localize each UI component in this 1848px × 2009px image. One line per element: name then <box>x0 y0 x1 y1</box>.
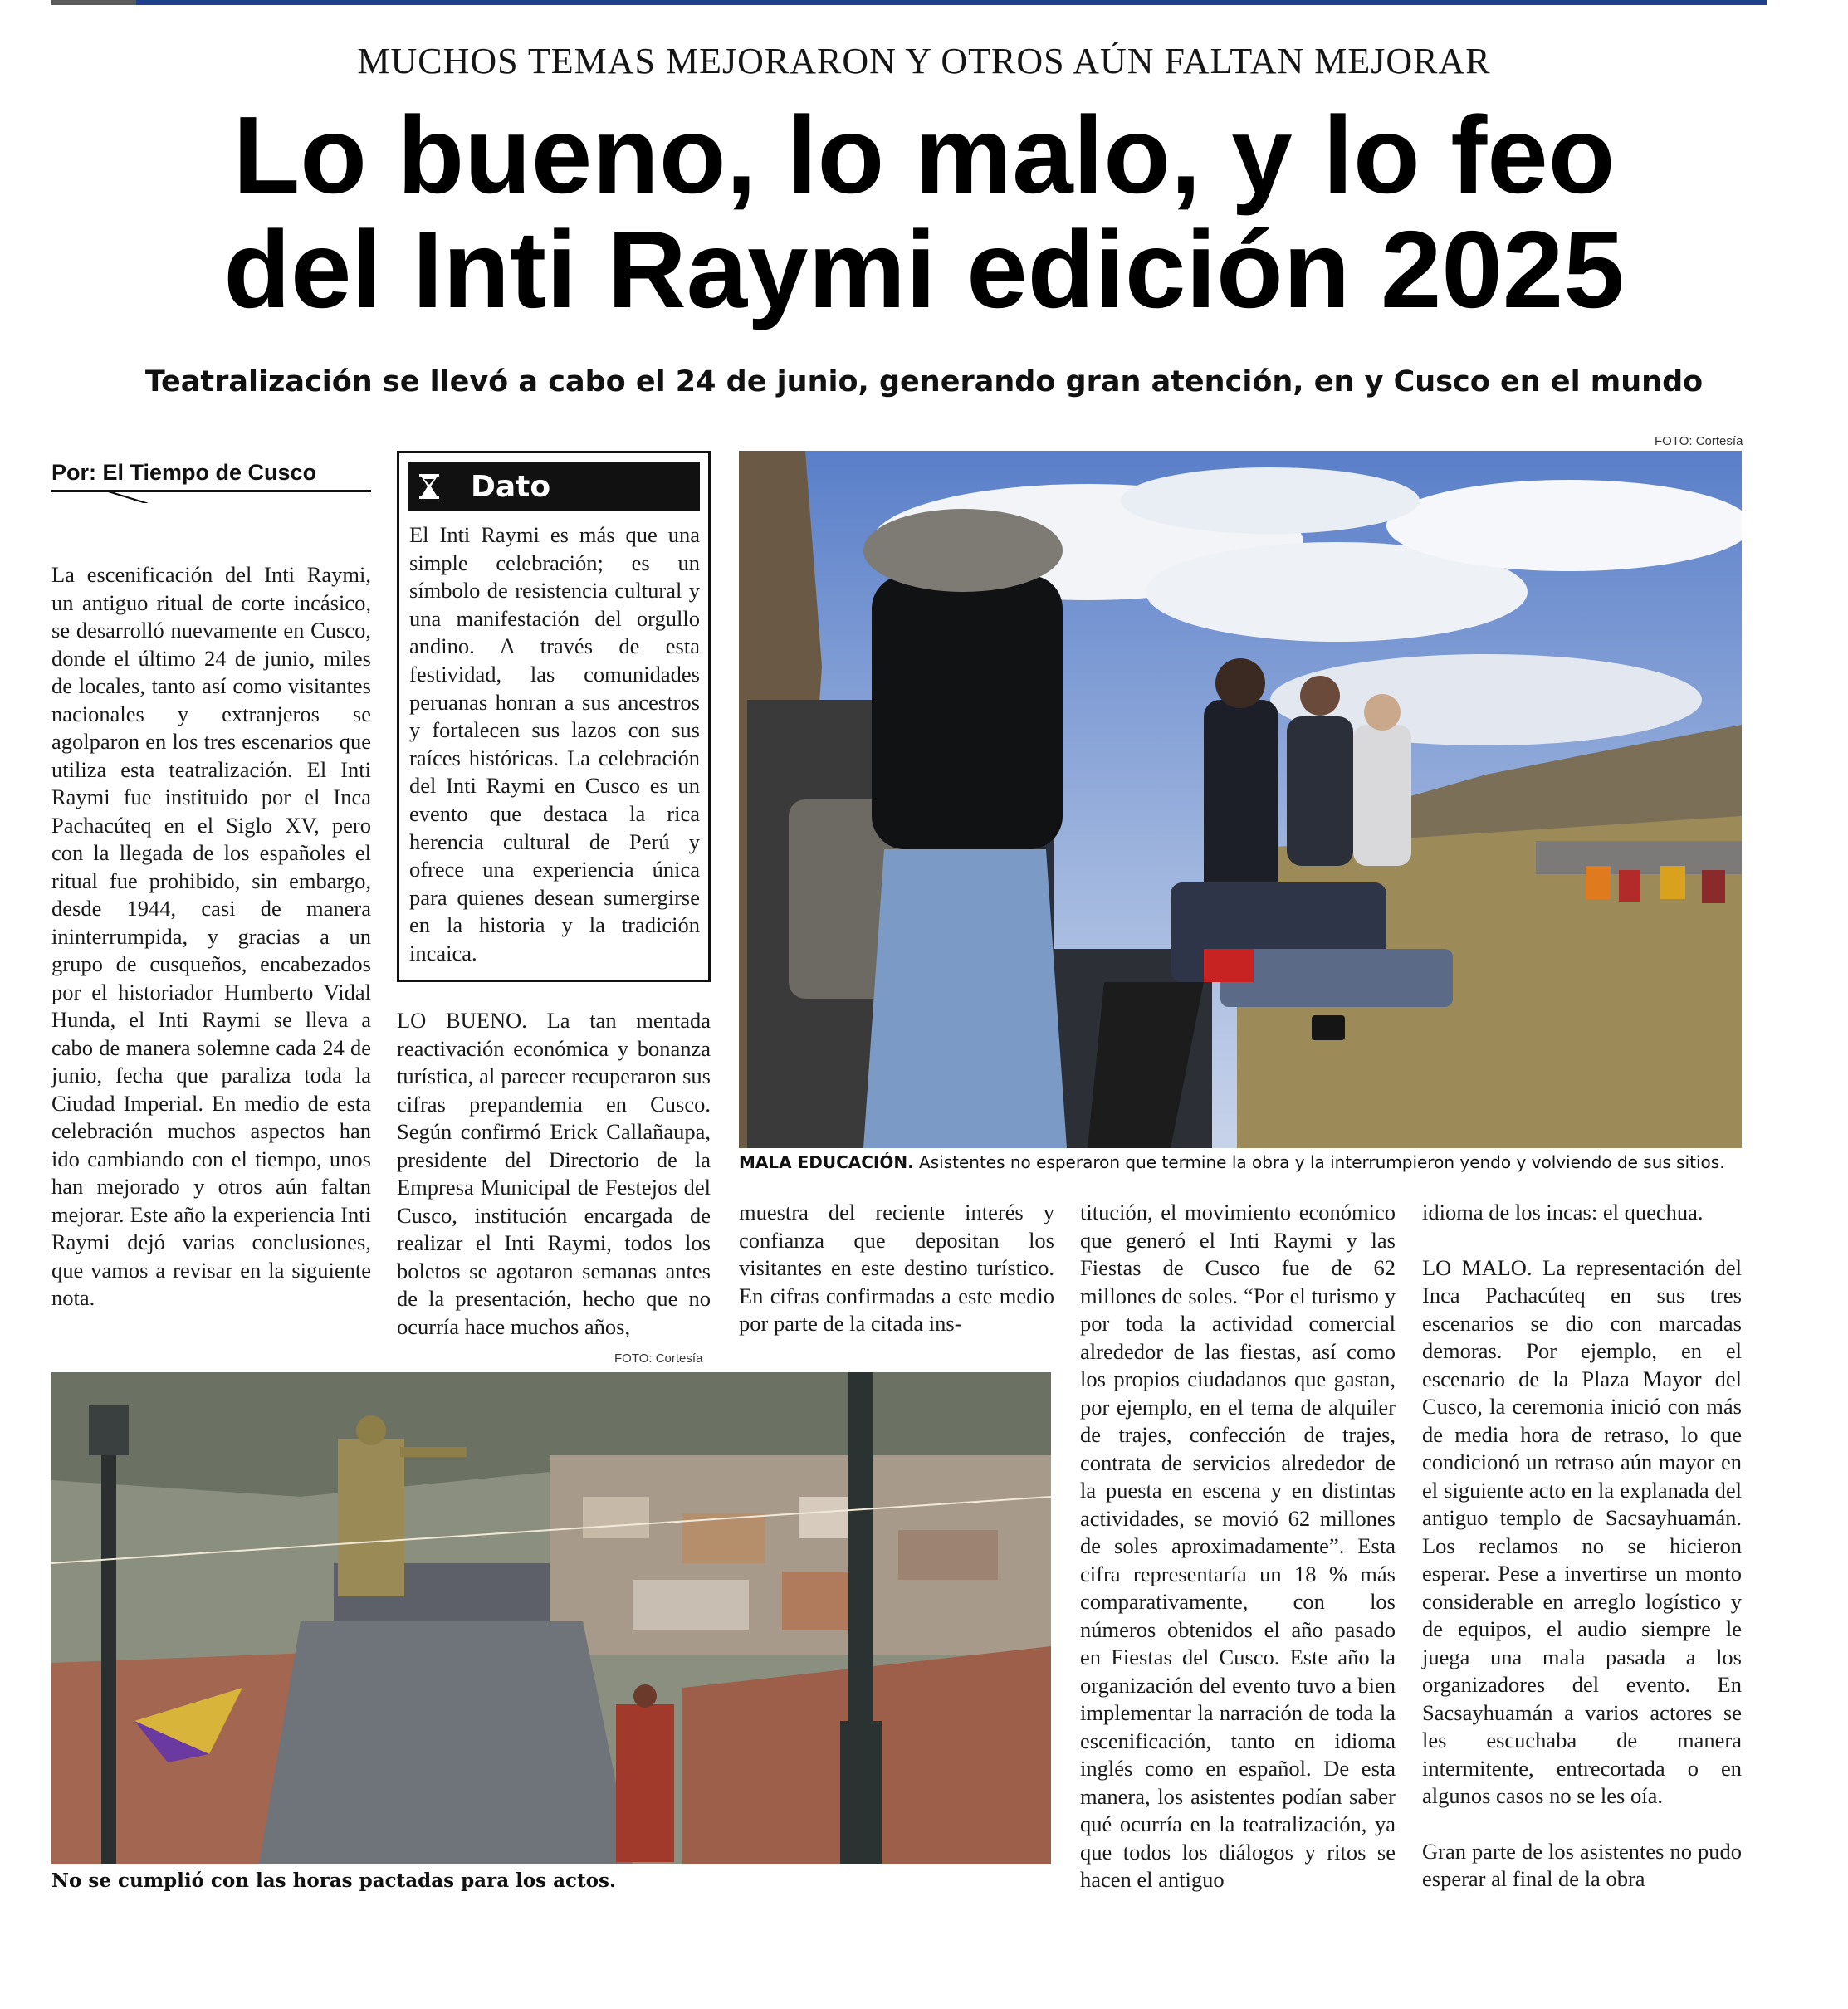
dato-header <box>408 462 700 511</box>
headline-line-1: Lo bueno, lo malo, y lo feo <box>232 94 1616 216</box>
column-1 <box>51 561 371 1312</box>
headline-line-2: del Inti Raymi edición 2025 <box>223 208 1625 330</box>
kicker: MUCHOS TEMAS MEJORARON Y OTROS AÚN FALTAN MEJORAR <box>357 41 1491 81</box>
photo-top-credit: FOTO: Cortesía <box>1655 434 1743 448</box>
photo-bottom-caption: No se cumplió con las horas pactadas para los actos. <box>51 1870 616 1892</box>
column-5-p2: LO MALO. La representación del Inca Pachacúteq en sus tres escenarios se dio con marcadas demoras. Por ejemplo, en el escenario de la Plaza Mayor del Cusco, la ceremonia inició con más de media hora de retraso, lo que condicionó un retraso aún mayor en el siguiente acto en la explanada del antiguo templo de Sacsayhuamán. Los reclamos no se hicieron esperar. Pese a invertirse un monto considerable en arreglo logístico y de equipos, el audio siempre le juega una mala pasada a los organizadores del evento. En Sacsayhuamán a varios actores se les escuchaba de manera intermitente, entrecortada o en algunos casos no se les oía. <box>1422 1254 1742 1808</box>
column-5 <box>1422 1199 1742 1894</box>
column-4 <box>1080 1199 1396 1894</box>
subheadline: Teatralización se llevó a cabo el 24 de junio, generando gran atención, en y Cusco en el mundo <box>144 365 1704 398</box>
photo-crowd-sacsayhuaman <box>739 451 1742 1148</box>
lo-bueno-lead: LO BUENO. <box>397 1008 527 1033</box>
hourglass-icon <box>414 472 444 501</box>
photo-top-caption <box>739 1152 1743 1172</box>
photo-top-caption-lead: MALA EDUCACIÓN. <box>739 1152 914 1172</box>
column-4-text: titución, el movimiento económico que generó el Inti Raymi y las Fiestas de Cusco fue de 62 millones de soles. “Por el turismo y por toda la actividad comercial alrededor de las fiestas, así como los propios ciudadanos que gastan, por ejemplo, en el tema de alquiler de trajes, confección de trajes, contrata de servicios alrededor de la puesta en escena y en distintas actividades, se movió 62 millones de soles aproximadamente”. Esta cifra representaría un 18 % más comparativamente, con los números obtenidos el año pasado en Fiestas del Cusco. Este año la organización del evento tuvo a bien implementar la narración de toda la escenificación, tanto en idioma inglés como en español. De esta manera, los asistentes podían saber qué ocurría en la teatralización, ya que todos los diálogos y ritos se hacen el antiguo <box>1080 1200 1396 1892</box>
photo-bottom-credit: FOTO: Cortesía <box>614 1352 703 1366</box>
dato-text: El Inti Raymi es más que una simple celebración; es un símbolo de resistencia cultural y una manifestación del orgullo andino. A través de esta festividad, las comunidades peruanas honran a sus ancestros y fortalecen sus lazos con sus raíces históricas. La celebración del Inti Raymi en Cusco es un evento que destaca la rica herencia cultural de Perú y ofrece una experiencia única para quienes desean sumergirse en la historia y la tradición incaica. <box>409 522 700 965</box>
column-1-text: La escenificación del Inti Raymi, un antiguo ritual de corte incásico, se desarrolló nuevamente en Cusco, donde el último 24 de junio, miles de locales, tanto así como visitantes nacionales y extranjeros se agolparon en los tres escenarios que utiliza esta teatralización. El Inti Raymi fue instituido por el Inca Pachacúteq en el Siglo XV, pero con la llegada de los españoles el ritual fue prohibido, sin embargo, desde 1944, casi de manera ininterrumpida, y gracias a un grupo de cusqueños, encabezados por el historiador Humberto Vidal Hunda, el Inti Raymi se lleva a cabo de manera solemne cada 24 de junio, fecha que paraliza toda la Ciudad Imperial. En medio de esta celebración muchos aspectos han ido cambiando con el tiempo, unos han mejorado y otros aún faltan mejorar. Este año la experiencia Inti Raymi dejó varias conclusiones, que vamos a revisar en la siguiente nota. <box>51 562 371 1310</box>
column-3 <box>739 1199 1054 1338</box>
byline: Por: El Tiempo de Cusco <box>51 460 317 485</box>
headline <box>0 94 1848 330</box>
dato-title: Dato <box>471 470 551 504</box>
dato-box <box>397 451 711 982</box>
photo-top-caption-text: Asistentes no esperaron que termine la obra y la interrumpieron yendo y volviendo de sus sitios. <box>913 1152 1725 1172</box>
column-2 <box>397 1007 711 1341</box>
column-2-text: La tan mentada reactivación económica y bonanza turística, al parecer recuperaron sus cifras prepandemia en Cusco. Según confirmó Erick Callañaupa, presidente del Directorio de la Empresa Municipal de Festejos del Cusco, institución encargada de realizar el Inti Raymi, todos los boletos se agotaron semanas antes de la presentación, hecho que no ocurría hace muchos años, <box>397 1008 711 1339</box>
column-5-p1: idioma de los incas: el quechua. <box>1422 1200 1704 1224</box>
top-rule <box>51 0 1767 5</box>
photo-plaza-statue <box>51 1372 1051 1864</box>
byline-rule <box>51 490 371 492</box>
column-3-text: muestra del reciente interés y confianza que depositan los visitantes en este destino turístico. En cifras confirmadas a este medio por parte de la citada ins- <box>739 1200 1054 1336</box>
byline-slash <box>105 490 148 503</box>
column-5-p3: Gran parte de los asistentes no pudo esperar al final de la obra <box>1422 1838 1742 1891</box>
top-rule-accent <box>51 0 136 5</box>
